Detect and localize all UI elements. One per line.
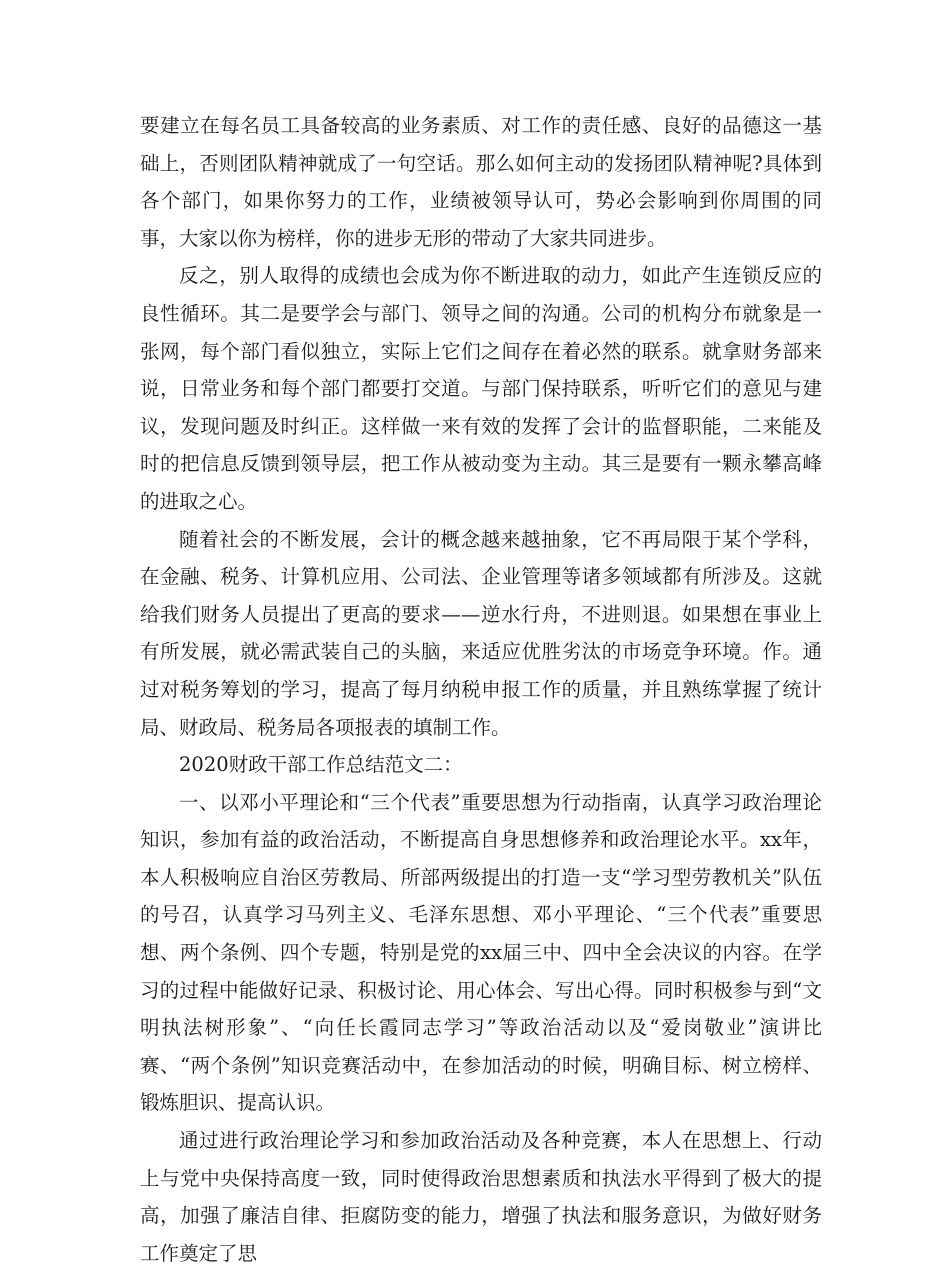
section-heading: 2020财政干部工作总结范文二： <box>179 753 463 777</box>
paragraph-political-study: 一、以邓小平理论和“三个代表”重要思想为行动指南，认真学习政治理论知识，参加有益的政治活动，不断提高自身思想修养和政治理论水平。xx年，本人积极响应自治区劳教局、所部两级提出的打造一支“学习型劳教机关”队伍的号召，认真学习马列主义、毛泽东思想、邓小平理论、“三个代表”重要思想、两个条例、四个专题，特别是党的xx届三中、四中全会决议的内容。在学习的过程中能做好记录、积极讨论、用心体会、写出心得。同时积极参与到“文明执法树形象”、“向任长霞同志学习”等政治活动以及“爱岗敬业”演讲比赛、“两个条例”知识竞赛活动中，在参加活动的时候，明确目标、树立榜样、锻炼胆识、提高认识。 <box>140 790 822 1115</box>
paragraph-communication: 反之，别人取得的成绩也会成为你不断进取的动力，如此产生连锁反应的良性循环。其二是要学会与部门、领导之间的沟通。公司的机构分布就象是一张网，每个部门看似独立，实际上它们之间存在着必然的联系。就拿财务部来说，日常业务和每个部门都要打交道。与部门保持联系，听听它们的意见与建议，发现问题及时纠正。这样做一来有效的发挥了会计的监督职能，二来能及时的把信息反馈到领导层，把工作从被动变为主动。其三是要有一颗永攀高峰的进取之心。 <box>140 264 822 513</box>
document-body <box>140 107 822 1272</box>
paragraph-results: 通过进行政治理论学习和参加政治活动及各种竞赛，本人在思想上、行动上与党中央保持高度一致，同时使得政治思想素质和执法水平得到了极大的提高，加强了廉洁自律、拒腐防变的能力，增强了执法和服务意识，为做好财务工作奠定了思 <box>140 1129 822 1265</box>
paragraph-accounting-development: 随着社会的不断发展，会计的概念越来越抽象，它不再局限于某个学科，在金融、税务、计算机应用、公司法、企业管理等诸多领域都有所涉及。这就给我们财务人员提出了更高的要求——逆水行舟，不进则退。如果想在事业上有所发展，就必需武装自己的头脑，来适应优胜劣汰的市场竞争环境。作。通过对税务筹划的学习，提高了每月纳税申报工作的质量，并且熟练掌握了统计局、财政局、税务局各项报表的填制工作。 <box>140 527 822 739</box>
paragraph-team-spirit: 要建立在每名员工具备较高的业务素质、对工作的责任感、良好的品德这一基础上，否则团队精神就成了一句空话。那么如何主动的发扬团队精神呢?具体到各个部门，如果你努力的工作，业绩被领导认可，势必会影响到你周围的同事，大家以你为榜样，你的进步无形的带动了大家共同进步。 <box>140 114 822 250</box>
